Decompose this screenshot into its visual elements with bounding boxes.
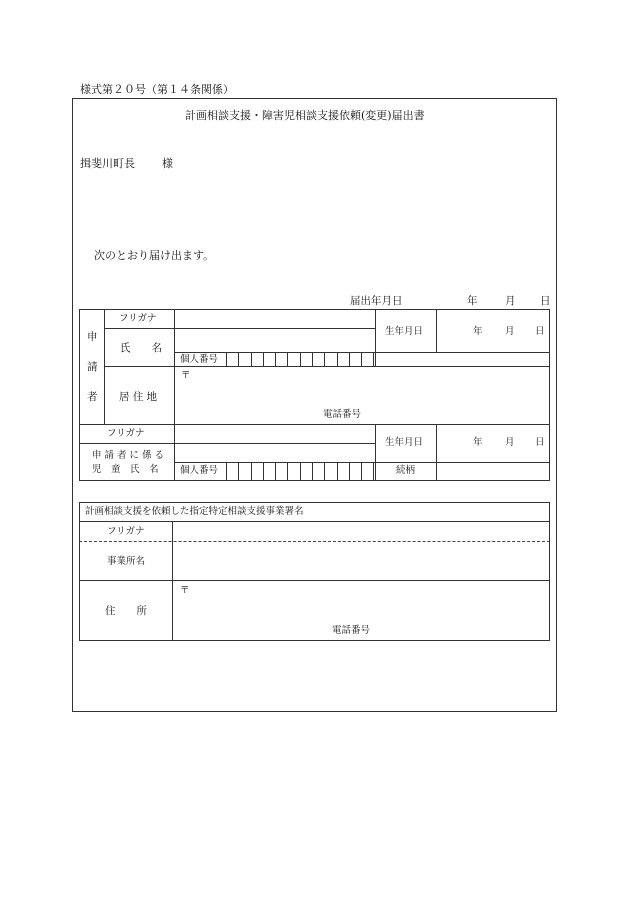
applicant-section-label-3: 者	[87, 391, 98, 403]
child-name-label-line2: 児 童 氏 名	[92, 464, 159, 475]
office-name-label: 事業所名	[107, 556, 146, 567]
child-name-input[interactable]	[176, 445, 373, 461]
child-birthdate-month: 月	[505, 437, 515, 448]
child-id-number-label: 個人番号	[180, 465, 219, 476]
child-relationship-input[interactable]	[438, 464, 548, 480]
form-number: 様式第２０号（第１４条関係）	[80, 83, 234, 96]
applicant-phone-label: 電話番号	[323, 409, 362, 420]
applicant-birthdate-year: 年	[473, 326, 483, 337]
submission-date-month: 月	[505, 295, 516, 307]
submission-date-month-input[interactable]	[480, 296, 502, 308]
applicant-furigana-input[interactable]	[176, 311, 373, 327]
child-furigana-label: フリガナ	[107, 428, 145, 439]
child-birthdate-label: 生年月日	[385, 437, 424, 448]
submission-date-year: 年	[467, 295, 478, 307]
applicant-address-input[interactable]	[192, 369, 547, 405]
intro-text: 次のとおり届け出ます。	[94, 249, 215, 262]
office-address-label: 住 所	[105, 605, 147, 617]
submission-date-day-input[interactable]	[518, 296, 538, 308]
applicant-section-label-2: 請	[87, 361, 98, 373]
applicant-section-label-1: 申	[87, 331, 98, 343]
office-name-input[interactable]	[175, 543, 548, 579]
office-address-input[interactable]	[192, 583, 547, 621]
child-birthdate-year: 年	[473, 437, 483, 448]
applicant-name-input[interactable]	[176, 330, 373, 351]
applicant-postal-mark: 〒	[181, 370, 191, 381]
applicant-birthdate-input[interactable]	[438, 311, 548, 351]
child-furigana-input[interactable]	[176, 426, 373, 442]
submission-date-label: 届出年月日	[350, 295, 403, 307]
applicant-birthdate-label: 生年月日	[385, 326, 424, 337]
applicant-birthdate-month: 月	[505, 326, 515, 337]
applicant-furigana-label: フリガナ	[119, 313, 157, 324]
child-relationship-label: 続柄	[396, 465, 416, 476]
child-birthdate-input[interactable]	[438, 426, 548, 461]
submission-date-year-input[interactable]	[408, 296, 458, 308]
child-birthdate-day: 日	[535, 437, 545, 448]
applicant-address-label: 居 住 地	[119, 391, 158, 403]
applicant-name-label: 氏 名	[120, 342, 162, 354]
form-title: 計画相談支援・障害児相談支援依頼(変更)届出書	[185, 109, 425, 122]
applicant-id-number-label: 個人番号	[180, 354, 219, 365]
office-furigana-label: フリガナ	[107, 526, 145, 537]
applicant-birthdate-day: 日	[535, 326, 545, 337]
child-id-number-cells[interactable]	[226, 462, 374, 481]
applicant-id-number-cells[interactable]	[226, 352, 374, 366]
office-heading: 計画相談支援を依頼した指定特定相談支援事業署名	[85, 506, 304, 517]
submission-date-day: 日	[540, 295, 551, 307]
office-furigana-input[interactable]	[175, 523, 548, 540]
office-phone-label: 電話番号	[332, 625, 371, 636]
addressee-name: 揖斐川町長	[80, 157, 135, 170]
office-postal-mark: 〒	[180, 585, 190, 596]
addressee-honorific: 様	[162, 157, 173, 170]
child-name-label-line1: 申 請 者 に 係 る	[92, 450, 165, 461]
